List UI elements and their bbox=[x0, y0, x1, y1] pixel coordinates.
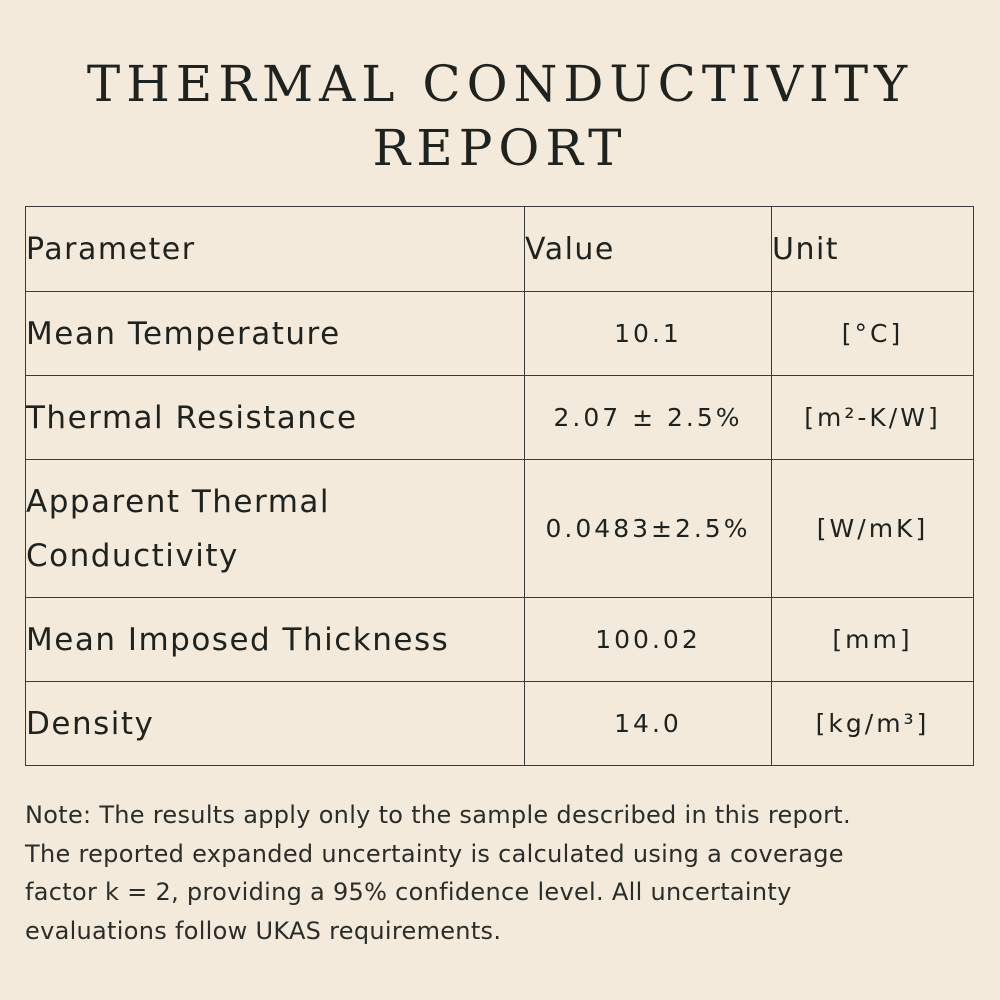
header-unit: Unit bbox=[772, 207, 974, 292]
parameter-cell: Thermal Resistance bbox=[26, 376, 525, 460]
report-title bbox=[0, 52, 1000, 180]
parameter-cell: Mean Imposed Thickness bbox=[26, 598, 525, 682]
value-cell: 100.02 bbox=[525, 598, 772, 682]
note-line: factor k = 2, providing a 95% confidence level. All uncertainty bbox=[25, 878, 792, 906]
table-row bbox=[26, 598, 974, 682]
value-cell: 0.0483±2.5% bbox=[525, 460, 772, 598]
header-value: Value bbox=[525, 207, 772, 292]
report-title-line-1: THERMAL CONDUCTIVITY bbox=[86, 55, 914, 113]
unit-cell: [m²-K/W] bbox=[772, 376, 974, 460]
results-table bbox=[25, 206, 974, 766]
header-parameter: Parameter bbox=[26, 207, 525, 292]
table-row bbox=[26, 460, 974, 598]
unit-cell: [W/mK] bbox=[772, 460, 974, 598]
table-header-row bbox=[26, 207, 974, 292]
note-line: The reported expanded uncertainty is calculated using a coverage bbox=[25, 839, 844, 868]
note-line: evaluations follow UKAS requirements. bbox=[25, 916, 502, 945]
unit-cell: [mm] bbox=[772, 598, 974, 682]
table-row bbox=[26, 376, 974, 460]
unit-cell: [kg/m³] bbox=[772, 682, 974, 766]
unit-cell: [°C] bbox=[772, 292, 974, 376]
report-note bbox=[25, 796, 975, 950]
report-title-line-2: REPORT bbox=[372, 119, 628, 177]
parameter-cell: Density bbox=[26, 682, 525, 766]
parameter-cell: Mean Temperature bbox=[26, 292, 525, 376]
value-cell: 14.0 bbox=[525, 682, 772, 766]
value-cell: 2.07 ± 2.5% bbox=[525, 376, 772, 460]
note-line: Note: The results apply only to the sample described in this report. bbox=[25, 801, 851, 829]
table-row bbox=[26, 292, 974, 376]
parameter-cell: Apparent Thermal Conductivity bbox=[26, 460, 525, 598]
value-cell: 10.1 bbox=[525, 292, 772, 376]
table-row bbox=[26, 682, 974, 766]
